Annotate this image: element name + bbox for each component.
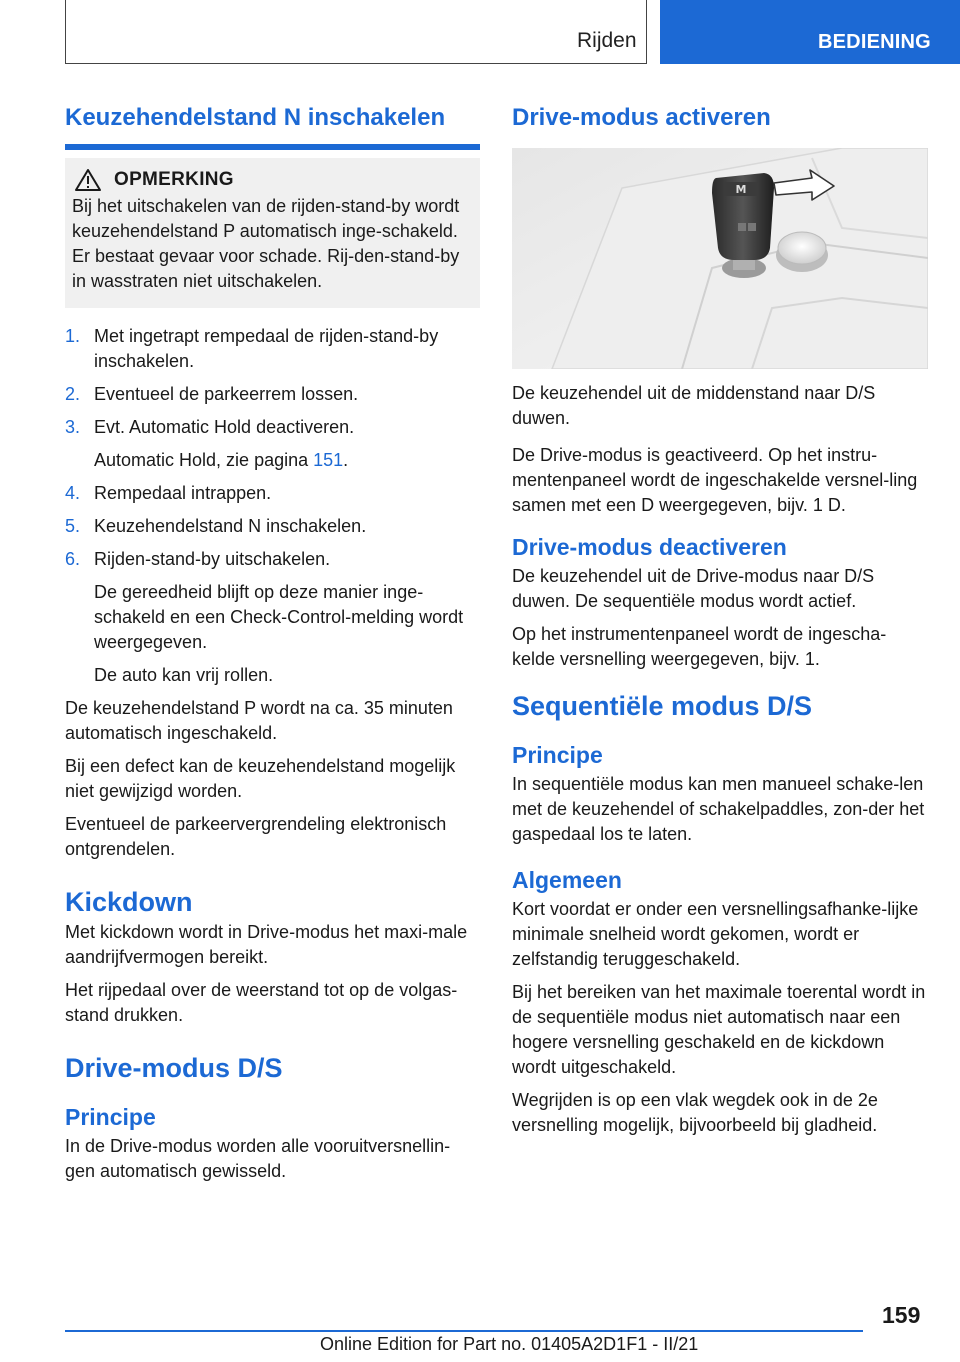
step-text: Eventueel de parkeerrem lossen. (94, 384, 359, 404)
note-header (72, 168, 466, 192)
header-chapter-label: BEDIENING (818, 31, 931, 53)
drive-deactivate-title: Drive-modus deactiveren (512, 534, 787, 560)
step-6-detail-2: De auto kan vrij rollen. (94, 665, 274, 685)
left-column (65, 96, 480, 1184)
paragraph: De keuzehendel uit de middenstand naar D/S duwen. (512, 383, 876, 428)
step-text: Keuzehendelstand N inschakelen. (94, 516, 367, 536)
list-item (65, 481, 480, 506)
step-text: Evt. Automatic Hold deactiveren. (94, 417, 355, 437)
paragraph: Op het instrumentenpaneel wordt de ingescha-kelde versnelling weergegeven, bijv. 1. (512, 624, 887, 669)
gear-selector-image (512, 148, 928, 369)
section-rule (65, 144, 480, 150)
right-column (512, 96, 928, 1138)
drive-mode-title: Drive-modus D/S (65, 1053, 283, 1083)
step-number: 5. (65, 516, 81, 536)
footer-rule (65, 1330, 863, 1332)
paragraph: Wegrijden is op een vlak wegdek ook in de 2e versnelling mogelijk, bijvoorbeeld bij gladheid. (512, 1090, 878, 1135)
principe-title: Principe (65, 1104, 156, 1130)
step-number: 3. (65, 417, 81, 437)
header-section-title: Rijden (577, 29, 637, 52)
list-item (65, 382, 480, 407)
paragraph: De keuzehendelstand P wordt na ca. 35 minuten automatisch ingeschakeld. (65, 698, 453, 743)
paragraph: Bij het bereiken van het maximale toerental wordt in de sequentiële modus niet automatisch naar een hogere versnelling geschakeld en de kickdown wordt uitgeschakeld. (512, 982, 926, 1077)
list-item (65, 547, 480, 572)
kickdown-title: Kickdown (65, 887, 193, 917)
note-box (65, 158, 480, 308)
section-title-n: Keuzehendelstand N inschakelen (65, 104, 446, 131)
step-number: 4. (65, 483, 81, 503)
footer-edition: Online Edition for Part no. 01405A2D1F1 - II/21 (320, 1334, 699, 1354)
step-6-detail: De gereedheid blijft op deze manier inge-schakeld en een Check-Control-melding wordt weergegeven. (94, 582, 464, 652)
list-item (65, 324, 480, 374)
note-text: Bij het uitschakelen van de rijden-stand-by wordt keuzehendelstand P automatisch inge-schakeld. Er bestaat gevaar voor schade. Rij-den-stand-by in wasstraten niet uitschakelen. (72, 196, 460, 291)
note-label: OPMERKING (114, 169, 234, 190)
step-3-reference (65, 448, 480, 473)
step-number: 6. (65, 549, 81, 569)
sequential-mode-title: Sequentiële modus D/S (512, 691, 813, 721)
page-number: 159 (882, 1302, 921, 1328)
reference-suffix: . (343, 450, 349, 470)
principe-title: Principe (512, 742, 603, 768)
step-text: Rempedaal intrappen. (94, 483, 272, 503)
paragraph: De Drive-modus is geactiveerd. Op het instru-mentenpaneel wordt de ingeschakelde versnel-ling samen met een D weergegeven, bijv. 1 D. (512, 445, 918, 515)
step-number: 2. (65, 384, 81, 404)
m-logo: M (735, 183, 747, 196)
paragraph: Bij een defect kan de keuzehendelstand mogelijk niet gewijzigd worden. (65, 756, 456, 801)
paragraph: De keuzehendel uit de Drive-modus naar D/S duwen. De sequentiële modus wordt actief. (512, 566, 875, 611)
paragraph: In sequentiële modus kan men manueel schake-len met de keuzehendel of schakelpaddles, zon-der het gaspedaal los te laten. (512, 774, 925, 844)
step-text: Met ingetrapt rempedaal de rijden-stand-by inschakelen. (94, 326, 439, 371)
steps-list (65, 324, 480, 688)
paragraph: Met kickdown wordt in Drive-modus het maxi-male aandrijfvermogen bereikt. (65, 922, 468, 967)
reference-text: Automatic Hold, zie pagina (94, 450, 314, 470)
algemeen-title: Algemeen (512, 867, 622, 893)
paragraph: In de Drive-modus worden alle vooruitversnellin-gen automatisch gewisseld. (65, 1136, 451, 1181)
warning-triangle-icon (74, 168, 102, 192)
step-number: 1. (65, 326, 81, 346)
paragraph: Eventueel de parkeervergrendeling elektronisch ontgrendelen. (65, 814, 447, 859)
paragraph: Het rijpedaal over de weerstand tot op de volgas-stand drukken. (65, 980, 458, 1025)
header-frame (65, 0, 647, 64)
list-item (65, 514, 480, 539)
header-chapter-tab[interactable] (660, 0, 960, 64)
step-text: Rijden-stand-by uitschakelen. (94, 549, 331, 569)
list-item (65, 415, 480, 440)
section-title-drive-activate: Drive-modus activeren (512, 104, 771, 131)
page-link-151[interactable]: 151 (313, 450, 344, 470)
paragraph: Kort voordat er onder een versnellingsafhanke-lijke minimale snelheid wordt gekomen, wordt er zelfstandig teruggeschakeld. (512, 899, 919, 969)
